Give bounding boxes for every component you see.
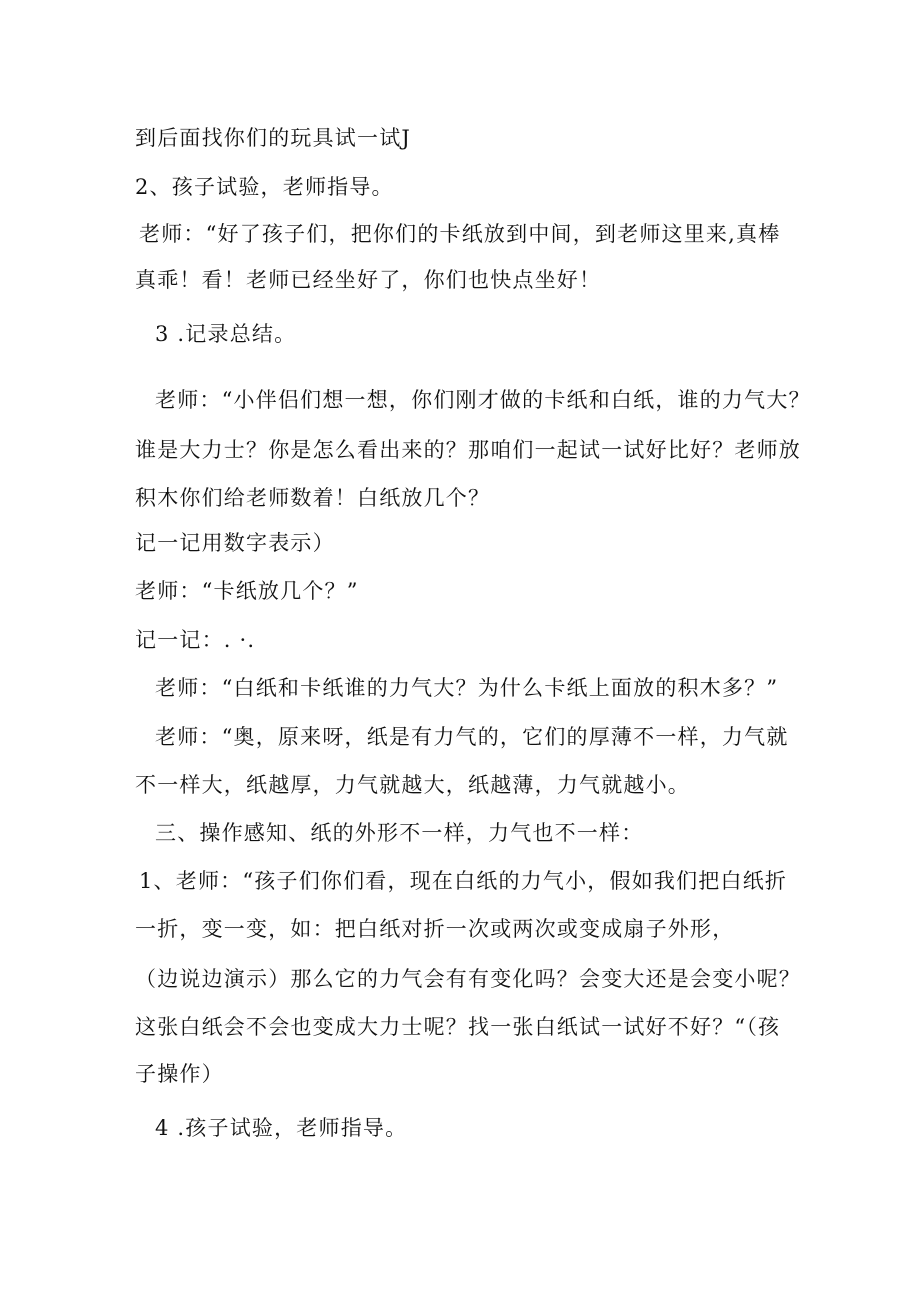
text-line: 到后面找你们的玩具试一试J xyxy=(135,126,412,150)
text-line: 记一记：. ·. xyxy=(135,628,256,652)
text-line: 老师：“好了孩子们，把你们的卡纸放到中间，到老师这里来,真棒 xyxy=(139,222,781,246)
text-line: 这张白纸会不会也变成大力士呢？找一张白纸试一试好不好？“（孩 xyxy=(135,1015,781,1039)
text-line: 不一样大，纸越厚，力气就越大，纸越薄，力气就越小。 xyxy=(135,773,690,797)
text-line: 3 .记录总结。 xyxy=(155,322,297,346)
text-line: 子操作） xyxy=(135,1062,224,1086)
text-line: 4 .孩子试验，老师指导。 xyxy=(155,1116,408,1140)
text-line: 老师：“奥，原来呀，纸是有力气的，它们的厚薄不一样，力气就 xyxy=(155,725,789,749)
text-line: 记一记用数字表示） xyxy=(135,531,335,555)
text-line: （边说边演示）那么它的力气会有有变化吗？会变大还是会变小呢？ xyxy=(135,967,801,991)
text-line: 一折，变一变，如：把白纸对折一次或两次或变成扇子外形， xyxy=(135,917,735,941)
text-line: 真乖！看！老师已经坐好了，你们也快点坐好！ xyxy=(135,268,602,292)
text-line: 老师：“白纸和卡纸谁的力气大？为什么卡纸上面放的积木多？” xyxy=(155,676,779,700)
text-line: 谁是大力士？你是怎么看出来的？那咱们一起试一试好比好？老师放 xyxy=(135,438,801,462)
text-line: 1、老师：“孩子们你们看，现在白纸的力气小，假如我们把白纸折 xyxy=(139,869,788,893)
text-line: 积木你们给老师数着！白纸放几个？ xyxy=(135,486,491,510)
text-line: 2、孩子试验，老师指导。 xyxy=(135,175,394,199)
text-line: 三、操作感知、纸的外形不一样，力气也不一样： xyxy=(155,821,644,845)
text-line: 老师：“卡纸放几个？” xyxy=(135,579,359,603)
text-line: 老师：“小伴侣们想一想，你们刚才做的卡纸和白纸，谁的力气大？ xyxy=(155,388,811,412)
